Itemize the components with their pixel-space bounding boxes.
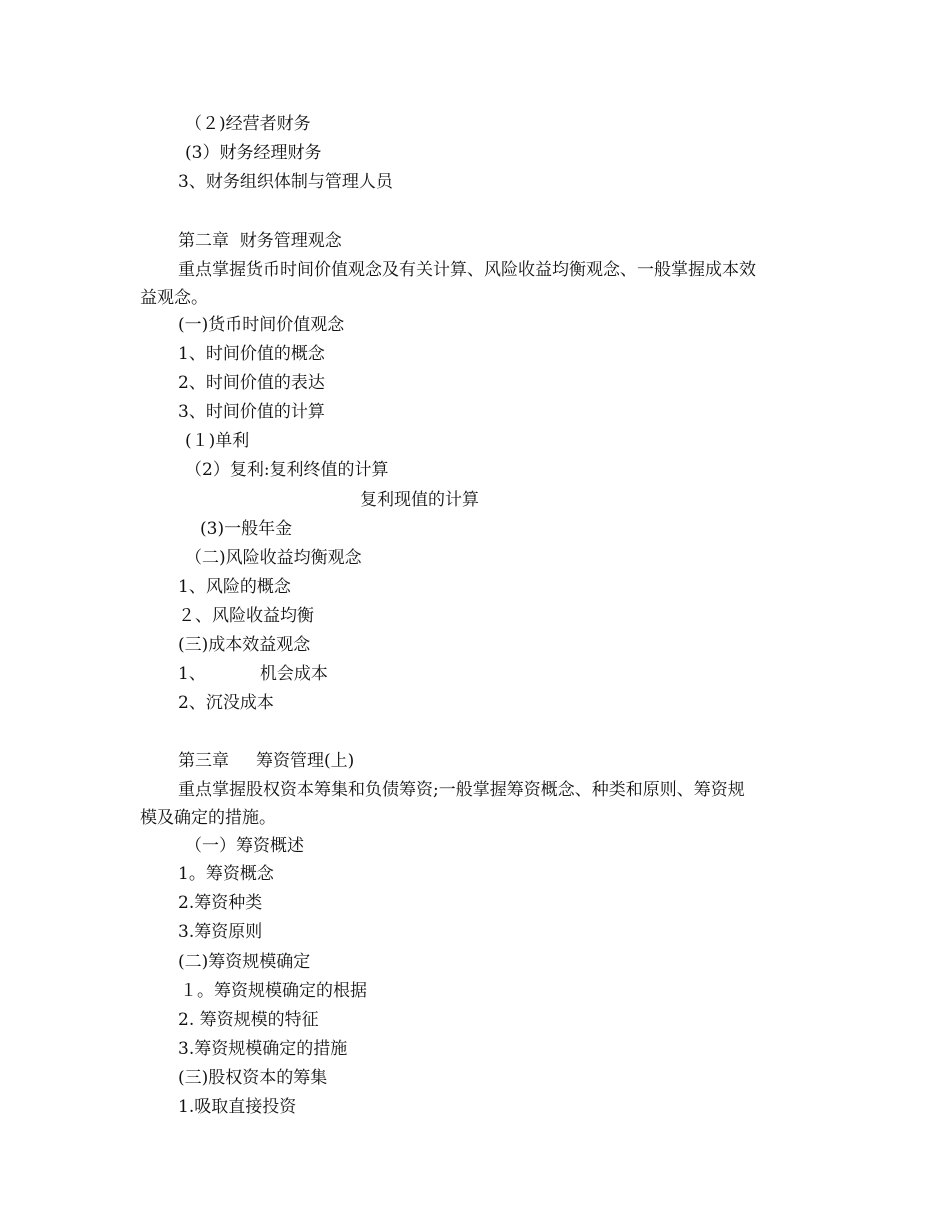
- section-heading: （二)风险收益均衡观念: [185, 548, 362, 568]
- chapter-title: 第二章 财务管理观念: [178, 231, 342, 251]
- list-item: (１)单利: [185, 431, 250, 451]
- list-item: 1。筹资概念: [178, 864, 274, 884]
- list-item: 3.筹资原则: [178, 922, 263, 942]
- list-item: （２)经营者财务: [185, 114, 311, 134]
- list-item: 2、沉没成本: [178, 693, 274, 713]
- list-item: 3.筹资规模确定的措施: [178, 1039, 348, 1059]
- list-item: （2）复利:复利终值的计算: [185, 460, 389, 480]
- list-item: (3）财务经理财务: [185, 143, 322, 163]
- list-item: １。筹资规模确定的根据: [180, 981, 367, 1001]
- chapter-intro: 益观念。: [140, 288, 208, 308]
- list-item: 1、时间价值的概念: [178, 344, 325, 364]
- section-heading: （一）筹资概述: [185, 836, 304, 856]
- list-item: 2. 筹资规模的特征: [178, 1010, 319, 1030]
- list-item: 复利现值的计算: [360, 490, 479, 510]
- list-item: 1.吸取直接投资: [178, 1097, 297, 1117]
- chapter-title: 第三章 筹资管理(上): [178, 751, 355, 771]
- chapter-intro: 重点掌握股权资本筹集和负债筹资;一般掌握筹资概念、种类和原则、筹资规: [178, 780, 745, 800]
- section-heading: (三)股权资本的筹集: [178, 1068, 328, 1088]
- list-item: 2、时间价值的表达: [178, 373, 325, 393]
- list-item: 3、时间价值的计算: [178, 402, 325, 422]
- section-heading: (三)成本效益观念: [178, 635, 311, 655]
- list-item: 1、 机会成本: [178, 664, 328, 684]
- list-item: 2.筹资种类: [178, 893, 263, 913]
- list-item: 3、财务组织体制与管理人员: [178, 172, 393, 192]
- section-heading: (一)货币时间价值观念: [178, 315, 345, 335]
- list-item: (3)一般年金: [200, 519, 293, 539]
- chapter-intro: 重点掌握货币时间价值观念及有关计算、风险收益均衡观念、一般掌握成本效: [178, 260, 756, 280]
- section-heading: (二)筹资规模确定: [178, 952, 311, 972]
- list-item: 1、风险的概念: [178, 577, 291, 597]
- list-item: ２、风险收益均衡: [178, 606, 314, 626]
- chapter-intro: 模及确定的措施。: [140, 808, 276, 828]
